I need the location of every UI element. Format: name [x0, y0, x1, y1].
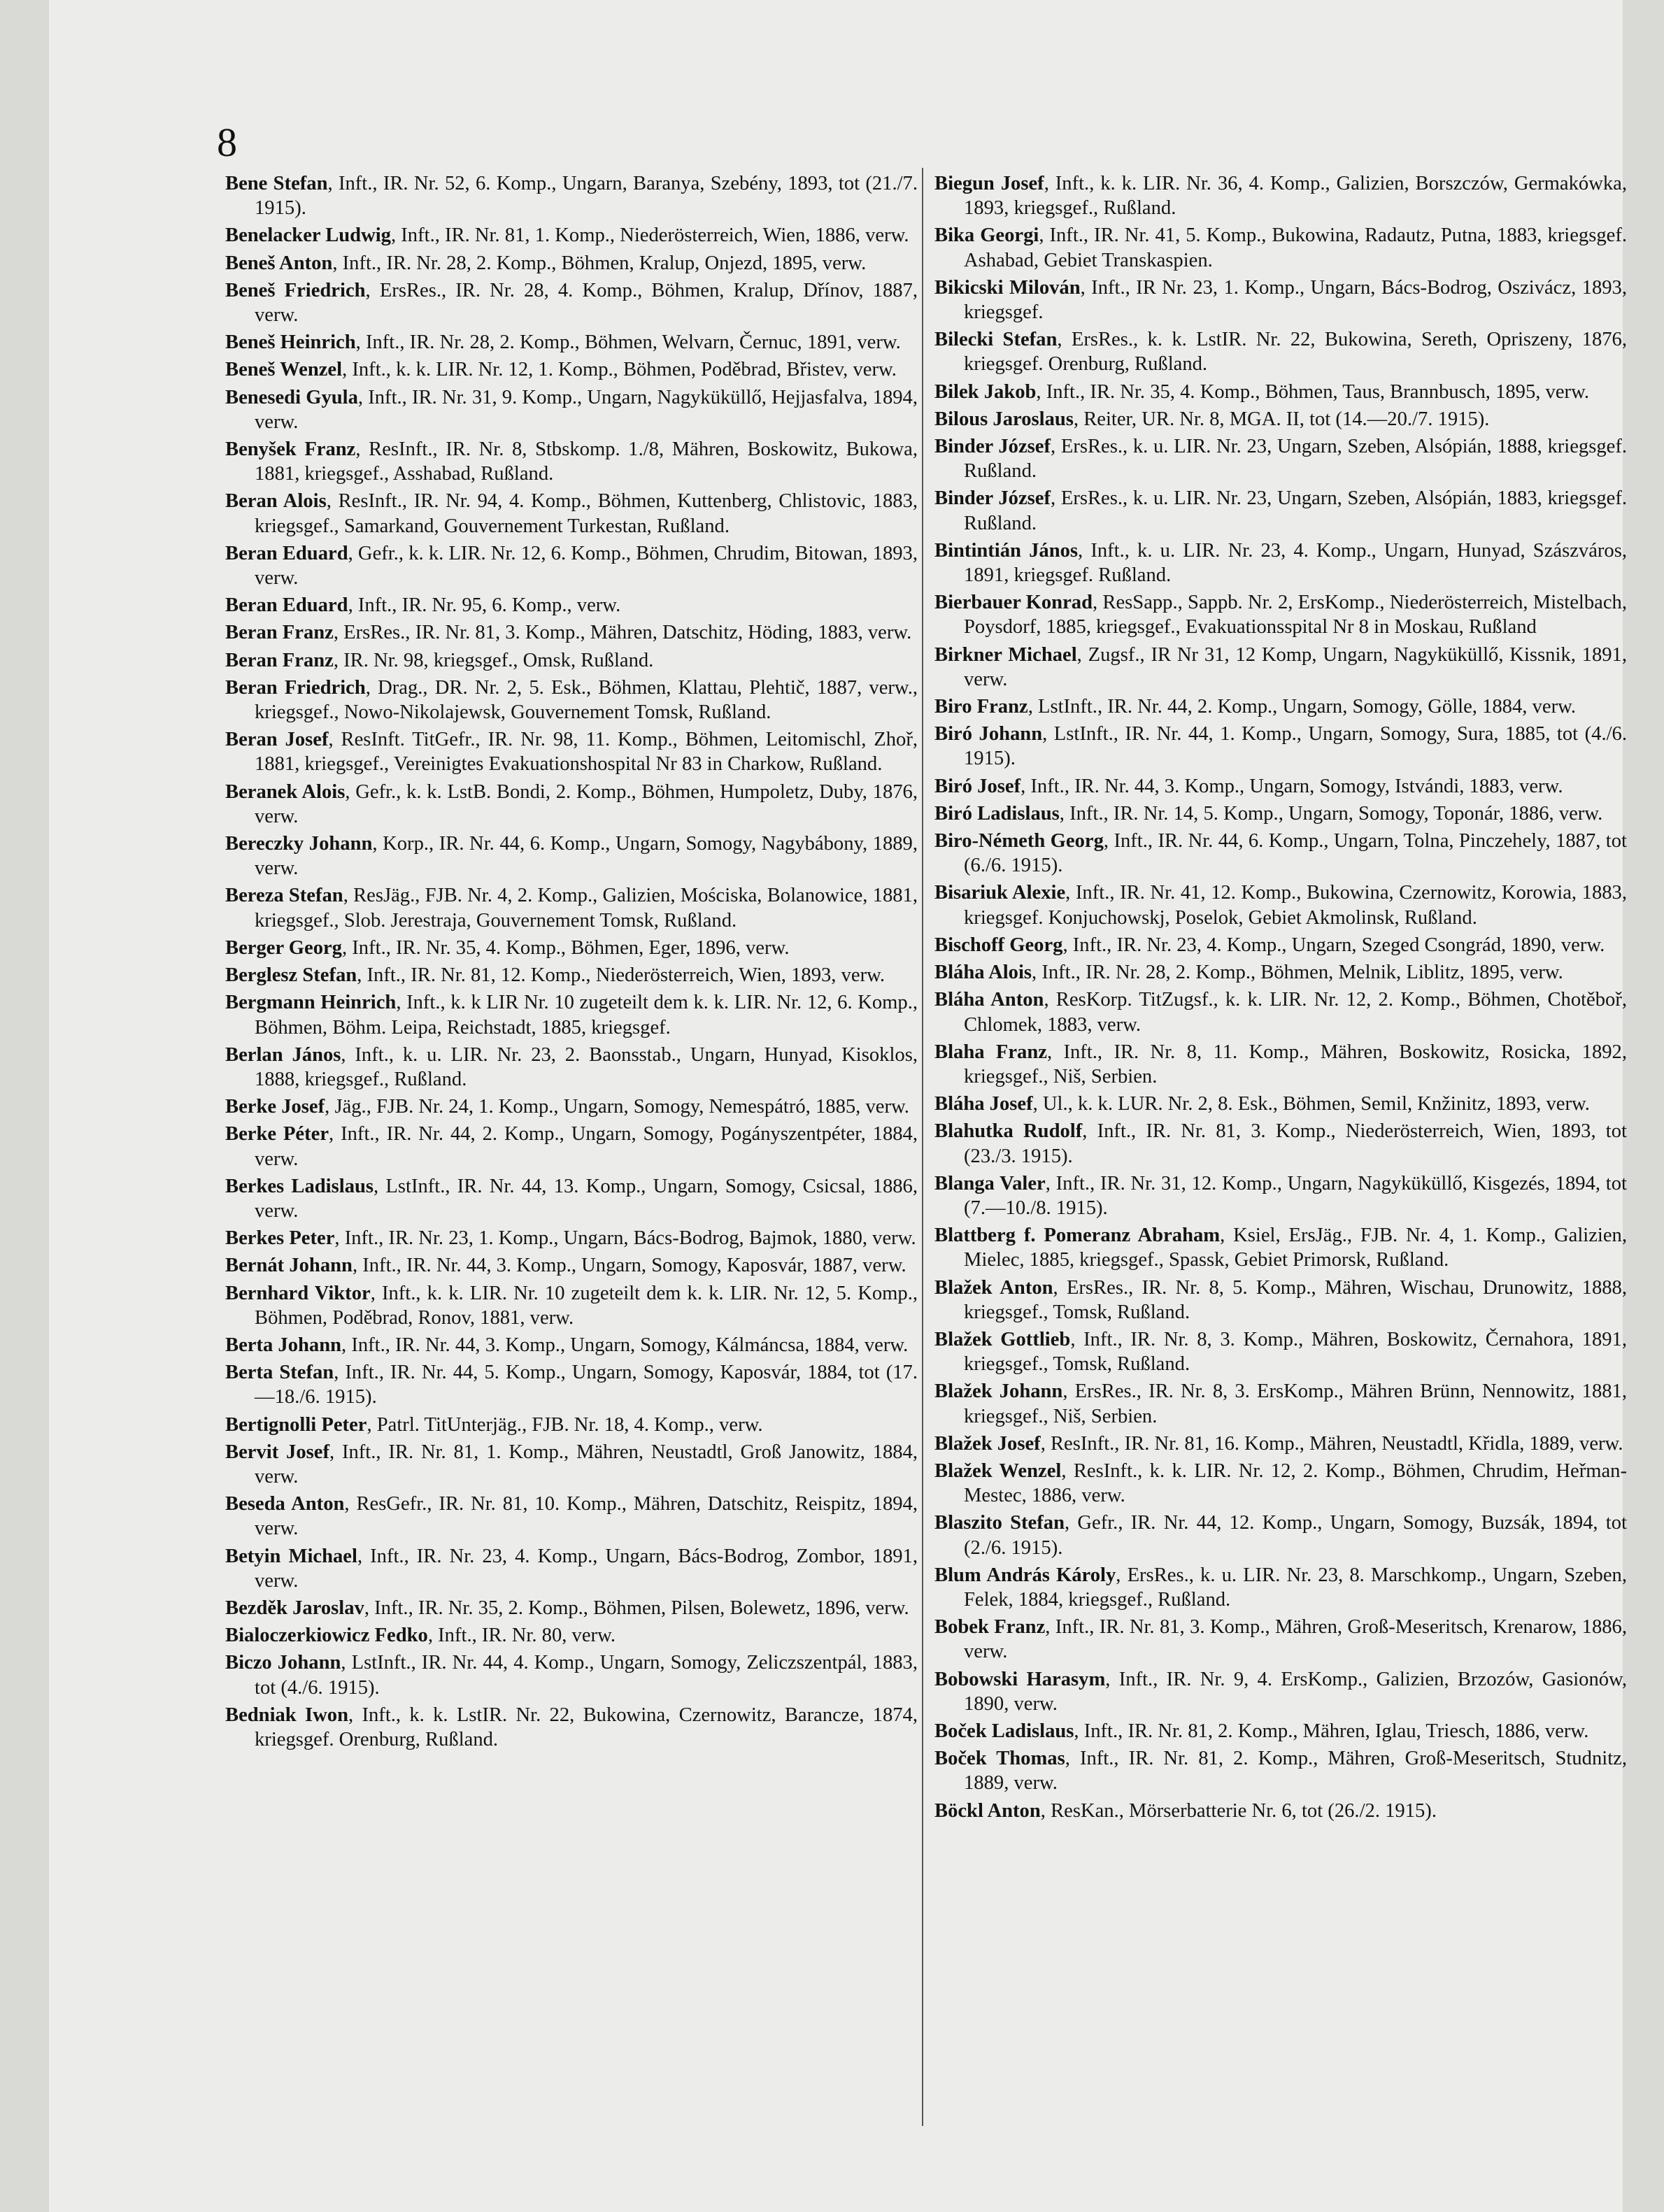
entry-details: , ResGefr., IR. Nr. 81, 10. Komp., Mähren, Datschitz, Reispitz, 1894, verw.	[255, 1493, 918, 1540]
casualty-entry	[225, 1174, 918, 1223]
casualty-entry	[934, 407, 1627, 431]
casualty-entry	[934, 1615, 1627, 1664]
casualty-entry	[225, 171, 918, 220]
entry-details: , Inft., IR. Nr. 31, 9. Komp., Ungarn, Nagyküküllő, Hejjasfalva, 1894, verw.	[255, 386, 918, 433]
entry-details: , ErsRes., k. u. LIR. Nr. 23, 8. Marschkomp., Ungarn, Szeben, Felek, 1884, kriegsgef., Rußland.	[964, 1564, 1627, 1611]
entry-name: Bláha Anton	[934, 989, 1044, 1011]
entry-name: Bláha Josef	[934, 1093, 1033, 1115]
entry-details: , Reiter, UR. Nr. 8, MGA. II, tot (14.—20./7. 1915).	[1073, 408, 1490, 430]
entry-details: , Inft., IR. Nr. 44, 6. Komp., Ungarn, Tolna, Pinczehely, 1887, tot (6./6. 1915).	[964, 830, 1627, 877]
entry-details: , Inft., k. k. LIR. Nr. 36, 4. Komp., Galizien, Borszczów, Germakówka, 1893, kriegsgef., Rußland.	[964, 173, 1627, 220]
entry-name: Bergmann Heinrich	[225, 992, 397, 1014]
entry-name: Bierbauer Konrad	[934, 592, 1093, 614]
casualty-entry	[225, 648, 918, 673]
entry-name: Berke Péter	[225, 1123, 329, 1146]
entry-name: Beneš Friedrich	[225, 279, 366, 301]
casualty-entry	[225, 330, 918, 355]
casualty-entry	[934, 829, 1627, 878]
entry-details: , ErsRes., IR. Nr. 8, 5. Komp., Mähren, Wischau, Drunowitz, 1888, kriegsgef., Tomsk, Rußland.	[964, 1276, 1627, 1323]
entry-details: , Gefr., k. k. LstB. Bondi, 2. Komp., Böhmen, Humpoletz, Duby, 1876, verw.	[255, 780, 918, 827]
entry-name: Berkes Peter	[225, 1227, 335, 1250]
entry-details: , ResSapp., Sappb. Nr. 2, ErsKomp., Niederösterreich, Mistelbach, Poysdorf, 1885, kriegsgef., Evakuationsspital Nr 8 in Moskau, Rußland	[964, 592, 1627, 638]
entry-details: , ErsRes., IR. Nr. 28, 4. Komp., Böhmen, Kralup, Dřínov, 1887, verw.	[255, 279, 918, 327]
entry-details: , Inft., IR. Nr. 81, 2. Komp., Mähren, Iglau, Triesch, 1886, verw.	[1074, 1720, 1589, 1742]
casualty-entry	[225, 1650, 918, 1699]
entry-details: , ResInft., IR. Nr. 81, 16. Komp., Mähren, Neustadtl, Křidla, 1889, verw.	[1040, 1432, 1623, 1455]
casualty-entry	[225, 1413, 918, 1437]
entry-details: , Inft., IR. Nr. 28, 2. Komp., Böhmen, Melnik, Liblitz, 1895, verw.	[1032, 962, 1563, 984]
casualty-entry	[934, 171, 1627, 220]
entry-name: Benyšek Franz	[225, 438, 356, 461]
entry-details: , Inft., IR. Nr. 8, 11. Komp., Mähren, Boskowitz, Rosicka, 1892, kriegsgef., Niš, Serbien.	[964, 1041, 1627, 1087]
entry-details: , Inft., IR. Nr. 35, 4. Komp., Böhmen, Taus, Brannbusch, 1895, verw.	[1036, 380, 1590, 403]
entry-details: , LstInft., IR. Nr. 44, 2. Komp., Ungarn, Somogy, Gölle, 1884, verw.	[1027, 696, 1577, 718]
entry-name: Bikicski Milován	[934, 276, 1081, 299]
casualty-entry	[934, 1092, 1627, 1116]
entry-details: , Inft., IR. Nr. 81, 3. Komp., Mähren, Groß-Meseritsch, Krenarow, 1886, verw.	[964, 1616, 1627, 1663]
casualty-entry	[934, 694, 1627, 719]
casualty-entry	[934, 801, 1627, 826]
entry-details: , Gefr., IR. Nr. 44, 12. Komp., Ungarn, Somogy, Buzsák, 1894, tot (2./6. 1915).	[964, 1512, 1627, 1559]
entry-details: , Jäg., FJB. Nr. 24, 1. Komp., Ungarn, Somogy, Nemespátró, 1885, verw.	[325, 1096, 909, 1118]
casualty-entry	[225, 1544, 918, 1593]
right-column	[934, 171, 1627, 2129]
entry-details: , Inft., IR. Nr. 41, 5. Komp., Bukowina, Radautz, Putna, 1883, kriegsgef. Ashabad, Gebiet Transkaspien.	[964, 224, 1627, 271]
entry-details: , Inft., IR. Nr. 35, 4. Komp., Böhmen, Eger, 1896, verw.	[341, 936, 790, 959]
entry-name: Blattberg f. Pomeranz Abraham	[934, 1225, 1221, 1247]
entry-name: Beseda Anton	[225, 1493, 345, 1515]
casualty-entry	[934, 1667, 1627, 1716]
entry-name: Beran Josef	[225, 729, 329, 751]
entry-details: , Inft., IR. Nr. 81, 12. Komp., Niederösterreich, Wien, 1893, verw.	[357, 964, 886, 987]
casualty-entry	[225, 357, 918, 382]
casualty-entry	[934, 1171, 1627, 1220]
entry-name: Beran Eduard	[225, 594, 348, 617]
entry-details: , Inft., IR. Nr. 23, 1. Komp., Ungarn, Bács-Bodrog, Bajmok, 1880, verw.	[334, 1227, 916, 1250]
entry-name: Blahutka Rudolf	[934, 1120, 1083, 1143]
entry-name: Beneš Heinrich	[225, 331, 356, 354]
entry-details: , Korp., IR. Nr. 44, 6. Komp., Ungarn, Somogy, Nagybábony, 1889, verw.	[255, 833, 918, 880]
entry-details: , Inft., IR. Nr. 81, 1. Komp., Mähren, Neustadtl, Groß Janowitz, 1884, verw.	[255, 1441, 918, 1487]
entry-name: Bika Georgi	[934, 224, 1039, 247]
casualty-entry	[934, 1223, 1627, 1272]
casualty-entry	[225, 385, 918, 434]
left-column	[225, 171, 918, 2129]
entry-details: , ErsRes., IR. Nr. 8, 3. ErsKomp., Mähren Brünn, Nennowitz, 1881, kriegsgef., Niš, Serbien.	[964, 1380, 1627, 1427]
casualty-entry	[225, 1492, 918, 1541]
casualty-entry	[934, 590, 1627, 639]
entry-name: Bervit Josef	[225, 1441, 329, 1463]
entry-name: Beran Franz	[225, 649, 334, 671]
casualty-entry	[934, 1563, 1627, 1612]
entry-name: Böckl Anton	[934, 1799, 1041, 1822]
entry-details: , Inft., IR. Nr. 23, 4. Komp., Ungarn, Bács-Bodrog, Zombor, 1891, verw.	[255, 1545, 918, 1592]
casualty-entry	[934, 276, 1627, 324]
entry-name: Bláha Alois	[934, 962, 1032, 984]
entry-details: , ErsRes., k. u. LIR. Nr. 23, Ungarn, Szeben, Alsópián, 1883, kriegsgef. Rußland.	[964, 487, 1627, 534]
page-number: 8	[217, 120, 237, 165]
entry-details: , Inft., IR. Nr. 44, 2. Komp., Ungarn, Somogy, Pogányszentpéter, 1884, verw.	[255, 1123, 918, 1170]
entry-name: Biro-Németh Georg	[934, 830, 1104, 852]
entry-details: , LstInft., IR. Nr. 44, 13. Komp., Ungarn, Somogy, Csicsal, 1886, verw.	[255, 1175, 918, 1222]
entry-details: , Ksiel, ErsJäg., FJB. Nr. 4, 1. Komp., Galizien, Mielec, 1885, kriegsgef., Spassk, Gebiet Primorsk, Rußland.	[964, 1225, 1627, 1271]
casualty-entry	[225, 1122, 918, 1171]
entry-name: Beneš Wenzel	[225, 359, 343, 381]
casualty-entry	[934, 380, 1627, 404]
entry-details: , Inft., IR. Nr. 44, 3. Komp., Ungarn, Somogy, Istvándi, 1883, verw.	[1021, 775, 1563, 797]
entry-details: , Inft., IR. Nr. 52, 6. Komp., Ungarn, Baranya, Szebény, 1893, tot (21./7. 1915).	[255, 173, 918, 220]
entry-details: , LstInft., IR. Nr. 44, 1. Komp., Ungarn, Somogy, Sura, 1885, tot (4./6. 1915).	[964, 723, 1627, 770]
casualty-entry	[934, 1040, 1627, 1089]
entry-details: , Inft., k. k. LstIR. Nr. 22, Bukowina, Czernowitz, Barancze, 1874, kriegsgef. Orenburg, Rußland.	[255, 1704, 918, 1750]
entry-details: , ResInft. TitGefr., IR. Nr. 98, 11. Komp., Böhmen, Leitomischl, Zhoř, 1881, kriegsgef., Vereinigtes Evakuationshospital Nr 83 in Charkow, Rußland.	[255, 729, 918, 776]
entry-details: , Inft., IR Nr. 23, 1. Komp., Ungarn, Bács-Bodrog, Oszivácz, 1893, kriegsgef.	[964, 276, 1627, 324]
casualty-entry	[225, 676, 918, 725]
entry-details: , IR. Nr. 98, kriegsgef., Omsk, Rußland.	[333, 649, 654, 671]
entry-details: , Ul., k. k. LUR. Nr. 2, 8. Esk., Böhmen, Semil, Knžinitz, 1893, verw.	[1032, 1093, 1590, 1115]
casualty-entry	[225, 936, 918, 960]
entry-details: , ErsRes., k. k. LstIR. Nr. 22, Bukowina, Sereth, Opriszeny, 1876, kriegsgef. Orenburg, Rußland.	[964, 329, 1627, 376]
entry-details: , Inft., IR. Nr. 41, 12. Komp., Bukowina, Czernowitz, Korowia, 1883, kriegsgef. Konjuchowskj, Poselok, Gebiet Akmolinsk, Rußland.	[964, 882, 1627, 929]
column-divider	[922, 168, 923, 2126]
casualty-entry	[934, 1799, 1627, 1823]
entry-name: Biczo Johann	[225, 1652, 341, 1674]
casualty-entry	[225, 883, 918, 932]
entry-name: Biró Josef	[934, 775, 1021, 797]
entry-name: Bilecki Stefan	[934, 329, 1058, 351]
casualty-entry	[934, 774, 1627, 799]
entry-details: , Inft., IR. Nr. 81, 1. Komp., Niederösterreich, Wien, 1886, verw.	[390, 224, 909, 247]
entry-name: Bobek Franz	[934, 1616, 1046, 1639]
entry-details: , ResInft., IR. Nr. 8, Stbskomp. 1./8, Mähren, Boskowitz, Bukowa, 1881, kriegsgef., Asshabad, Rußland.	[255, 438, 918, 485]
casualty-entry	[225, 620, 918, 645]
entry-name: Benesedi Gyula	[225, 386, 358, 408]
casualty-entry	[934, 538, 1627, 587]
casualty-entry	[225, 780, 918, 829]
entry-name: Berger Georg	[225, 936, 342, 959]
entry-name: Biro Franz	[934, 696, 1028, 718]
entry-name: Birkner Michael	[934, 643, 1077, 666]
entry-details: , Inft., k. u. LIR. Nr. 23, 2. Baonsstab., Ungarn, Hunyad, Kisoklos, 1888, kriegsgef., Rußland.	[255, 1043, 918, 1090]
entry-name: Beran Friedrich	[225, 676, 366, 699]
entry-name: Beneš Anton	[225, 252, 333, 274]
casualty-entry	[225, 1596, 918, 1620]
entry-name: Bene Stefan	[225, 173, 328, 194]
entry-details: , Inft., IR. Nr. 14, 5. Komp., Ungarn, Somogy, Toponár, 1886, verw.	[1059, 802, 1603, 825]
casualty-entry	[225, 593, 918, 618]
entry-name: Berta Johann	[225, 1334, 342, 1356]
entry-details: , Inft., IR. Nr. 8, 3. Komp., Mähren, Boskowitz, Černahora, 1891, kriegsgef., Tomsk, Rußland.	[964, 1328, 1627, 1376]
entry-name: Blažek Wenzel	[934, 1460, 1062, 1482]
entry-name: Beran Eduard	[225, 542, 348, 564]
entry-name: Bernhard Viktor	[225, 1282, 371, 1304]
entry-details: , Inft., IR. Nr. 44, 3. Komp., Ungarn, Somogy, Kaposvár, 1887, verw.	[352, 1255, 906, 1277]
entry-details: , Inft., IR. Nr. 28, 2. Komp., Böhmen, Welvarn, Černuc, 1891, verw.	[355, 331, 901, 354]
entry-name: Blažek Gottlieb	[934, 1328, 1071, 1350]
casualty-entry	[934, 1719, 1627, 1743]
casualty-entry	[225, 541, 918, 590]
entry-name: Beran Franz	[225, 622, 334, 644]
entry-details: , ResJäg., FJB. Nr. 4, 2. Komp., Galizien, Mościska, Bolanowice, 1881, kriegsgef., Slob. Jerestraja, Gouvernement Tomsk, Rußland.	[255, 885, 918, 932]
entry-details: , Gefr., k. k. LIR. Nr. 12, 6. Komp., Böhmen, Chrudim, Bitowan, 1893, verw.	[255, 542, 918, 590]
entry-details: , Zugsf., IR Nr 31, 12 Komp, Ungarn, Nagyküküllő, Kissnik, 1891, verw.	[964, 643, 1627, 690]
casualty-entry	[225, 1333, 918, 1357]
entry-details: , Inft., IR. Nr. 44, 3. Komp., Ungarn, Somogy, Kálmáncsa, 1884, verw.	[341, 1334, 909, 1356]
entry-name: Blanga Valer	[934, 1172, 1046, 1194]
entry-name: Bedniak Iwon	[225, 1704, 349, 1726]
casualty-entry	[225, 1043, 918, 1092]
entry-details: , Inft., IR. Nr. 35, 2. Komp., Böhmen, Pilsen, Bolewetz, 1896, verw.	[364, 1597, 909, 1619]
entry-name: Berkes Ladislaus	[225, 1175, 374, 1197]
entry-details: , Inft., IR. Nr. 81, 3. Komp., Niederösterreich, Wien, 1893, tot (23./3. 1915).	[964, 1120, 1627, 1167]
casualty-entry	[225, 727, 918, 776]
entry-details: , ResInft., IR. Nr. 94, 4. Komp., Böhmen, Kuttenberg, Chlistovic, 1883, kriegsgef., Samarkand, Gouvernement Turkestan, Rußland.	[255, 490, 918, 537]
entry-name: Bialoczerkiowicz Fedko	[225, 1625, 428, 1647]
entry-name: Bobowski Harasym	[934, 1668, 1106, 1690]
entry-name: Bilek Jakob	[934, 380, 1037, 403]
entry-name: Berglesz Stefan	[225, 964, 357, 987]
entry-name: Beran Alois	[225, 490, 327, 513]
casualty-entry	[934, 486, 1627, 535]
casualty-entry	[934, 880, 1627, 929]
entry-name: Berta Stefan	[225, 1362, 334, 1384]
entry-details: , Inft., IR. Nr. 9, 4. ErsKomp., Galizien, Brzozów, Gasionów, 1890, verw.	[964, 1668, 1627, 1715]
entry-name: Binder József	[934, 436, 1051, 458]
entry-name: Blum András Károly	[934, 1564, 1116, 1586]
entry-name: Bintintián János	[934, 539, 1079, 562]
casualty-entry	[225, 1360, 918, 1409]
casualty-entry	[225, 1226, 918, 1250]
entry-details: , Inft., IR. Nr. 23, 4. Komp., Ungarn, Szeged Csongrád, 1890, verw.	[1062, 934, 1605, 956]
entry-details: , Inft., IR. Nr. 81, 2. Komp., Mähren, Groß-Meseritsch, Studnitz, 1889, verw.	[964, 1748, 1627, 1794]
entry-name: Binder József	[934, 487, 1051, 510]
casualty-entry	[225, 251, 918, 276]
casualty-entry	[225, 1703, 918, 1752]
entry-name: Blaszito Stefan	[934, 1512, 1065, 1534]
casualty-entry	[225, 489, 918, 538]
entry-name: Bertignolli Peter	[225, 1413, 367, 1436]
entry-name: Boček Ladislaus	[934, 1720, 1074, 1742]
casualty-entry	[225, 832, 918, 880]
casualty-entry	[934, 1119, 1627, 1168]
entry-details: , Inft., IR. Nr. 28, 2. Komp., Böhmen, Kralup, Onjezd, 1895, verw.	[332, 252, 867, 274]
entry-details: , Inft., k. k LIR Nr. 10 zugeteilt dem k. k. LIR. Nr. 12, 6. Komp., Böhmen, Böhm. Leipa, Reichstadt, 1885, kriegsgef.	[255, 992, 918, 1039]
casualty-entry	[225, 1281, 918, 1330]
entry-details: , Inft., k. k. LIR. Nr. 10 zugeteilt dem k. k. LIR. Nr. 12, 5. Komp., Böhmen, Poděbrad, Ronov, 1881, verw.	[255, 1282, 918, 1329]
entry-details: , ErsRes., k. u. LIR. Nr. 23, Ungarn, Szeben, Alsópián, 1888, kriegsgef. Rußland.	[964, 436, 1627, 483]
casualty-entry	[225, 990, 918, 1039]
entry-name: Blažek Johann	[934, 1380, 1063, 1403]
entry-name: Blažek Josef	[934, 1432, 1041, 1455]
entry-name: Beranek Alois	[225, 780, 346, 803]
casualty-entry	[225, 1623, 918, 1648]
entry-details: , Inft., IR. Nr. 44, 5. Komp., Ungarn, Somogy, Kaposvár, 1884, tot (17.—18./6. 1915).	[255, 1362, 918, 1408]
casualty-entry	[934, 434, 1627, 483]
entry-details: , Inft., IR. Nr. 31, 12. Komp., Ungarn, Nagyküküllő, Kisgezés, 1894, tot (7.—10./8. 1915).	[964, 1172, 1627, 1219]
casualty-entry	[934, 643, 1627, 692]
casualty-entry	[225, 1253, 918, 1278]
entry-name: Boček Thomas	[934, 1748, 1065, 1770]
casualty-entry	[934, 722, 1627, 771]
casualty-entry	[934, 1746, 1627, 1795]
entry-name: Berke Josef	[225, 1096, 325, 1118]
entry-name: Biegun Josef	[934, 173, 1044, 194]
entry-name: Bezděk Jaroslav	[225, 1597, 364, 1619]
casualty-entry	[225, 437, 918, 486]
entry-name: Blažek Anton	[934, 1276, 1053, 1299]
entry-name: Berlan János	[225, 1043, 341, 1066]
entry-name: Bischoff Georg	[934, 934, 1063, 956]
entry-name: Bereza Stefan	[225, 885, 343, 907]
casualty-entry	[225, 1094, 918, 1119]
entry-details: , Inft., k. k. LIR. Nr. 12, 1. Komp., Böhmen, Poděbrad, Břistev, verw.	[342, 359, 897, 381]
casualty-entry	[934, 1276, 1627, 1325]
entry-details: , ResKorp. TitZugsf., k. k. LIR. Nr. 12, 2. Komp., Böhmen, Chotěboř, Chlomek, 1883, verw.	[964, 989, 1627, 1036]
entry-details: , ResInft., k. k. LIR. Nr. 12, 2. Komp., Böhmen, Chrudim, Heřman-Mestec, 1886, verw.	[964, 1460, 1627, 1507]
casualty-entry	[934, 987, 1627, 1036]
entry-name: Betyin Michael	[225, 1545, 357, 1567]
entry-name: Biró Ladislaus	[934, 802, 1060, 825]
entry-details: , Inft., IR. Nr. 80, verw.	[427, 1625, 616, 1647]
casualty-entry	[934, 1511, 1627, 1560]
casualty-entry	[934, 223, 1627, 272]
entry-details: , ErsRes., IR. Nr. 81, 3. Komp., Mähren, Datschitz, Höding, 1883, verw.	[333, 622, 912, 644]
entry-details: , Patrl. TitUnterjäg., FJB. Nr. 18, 4. Komp., verw.	[367, 1413, 763, 1436]
entry-details: , Inft., k. u. LIR. Nr. 23, 4. Komp., Ungarn, Hunyad, Szászváros, 1891, kriegsgef. Rußland.	[964, 539, 1627, 587]
casualty-entry	[225, 963, 918, 987]
casualty-entry	[225, 278, 918, 327]
casualty-entry	[934, 960, 1627, 985]
casualty-entry	[225, 1440, 918, 1489]
entry-name: Bilous Jaroslaus	[934, 408, 1074, 430]
casualty-entry	[934, 1327, 1627, 1376]
entry-name: Benelacker Ludwig	[225, 224, 391, 247]
entry-details: , LstInft., IR. Nr. 44, 4. Komp., Ungarn, Somogy, Zeliczszentpál, 1883, tot (4./6. 1915).	[255, 1652, 918, 1699]
entry-name: Bernát Johann	[225, 1255, 353, 1277]
entry-name: Blaha Franz	[934, 1041, 1047, 1063]
entry-name: Bereczky Johann	[225, 833, 373, 855]
casualty-entry	[934, 1379, 1627, 1428]
casualty-entry	[225, 223, 918, 248]
entry-details: , Inft., IR. Nr. 95, 6. Komp., verw.	[348, 594, 621, 617]
casualty-entry	[934, 933, 1627, 957]
entry-details: , Drag., DR. Nr. 2, 5. Esk., Böhmen, Klattau, Plehtič, 1887, verw., kriegsgef., Nowo-Nikolajewsk, Gouvernement Tomsk, Rußland.	[255, 676, 918, 724]
casualty-entry	[934, 1432, 1627, 1456]
entry-details: , ResKan., Mörserbatterie Nr. 6, tot (26./2. 1915).	[1040, 1799, 1437, 1822]
entry-name: Bisariuk Alexie	[934, 882, 1066, 904]
casualty-entry	[934, 327, 1627, 376]
casualty-entry	[934, 1459, 1627, 1508]
entry-name: Biró Johann	[934, 723, 1043, 745]
